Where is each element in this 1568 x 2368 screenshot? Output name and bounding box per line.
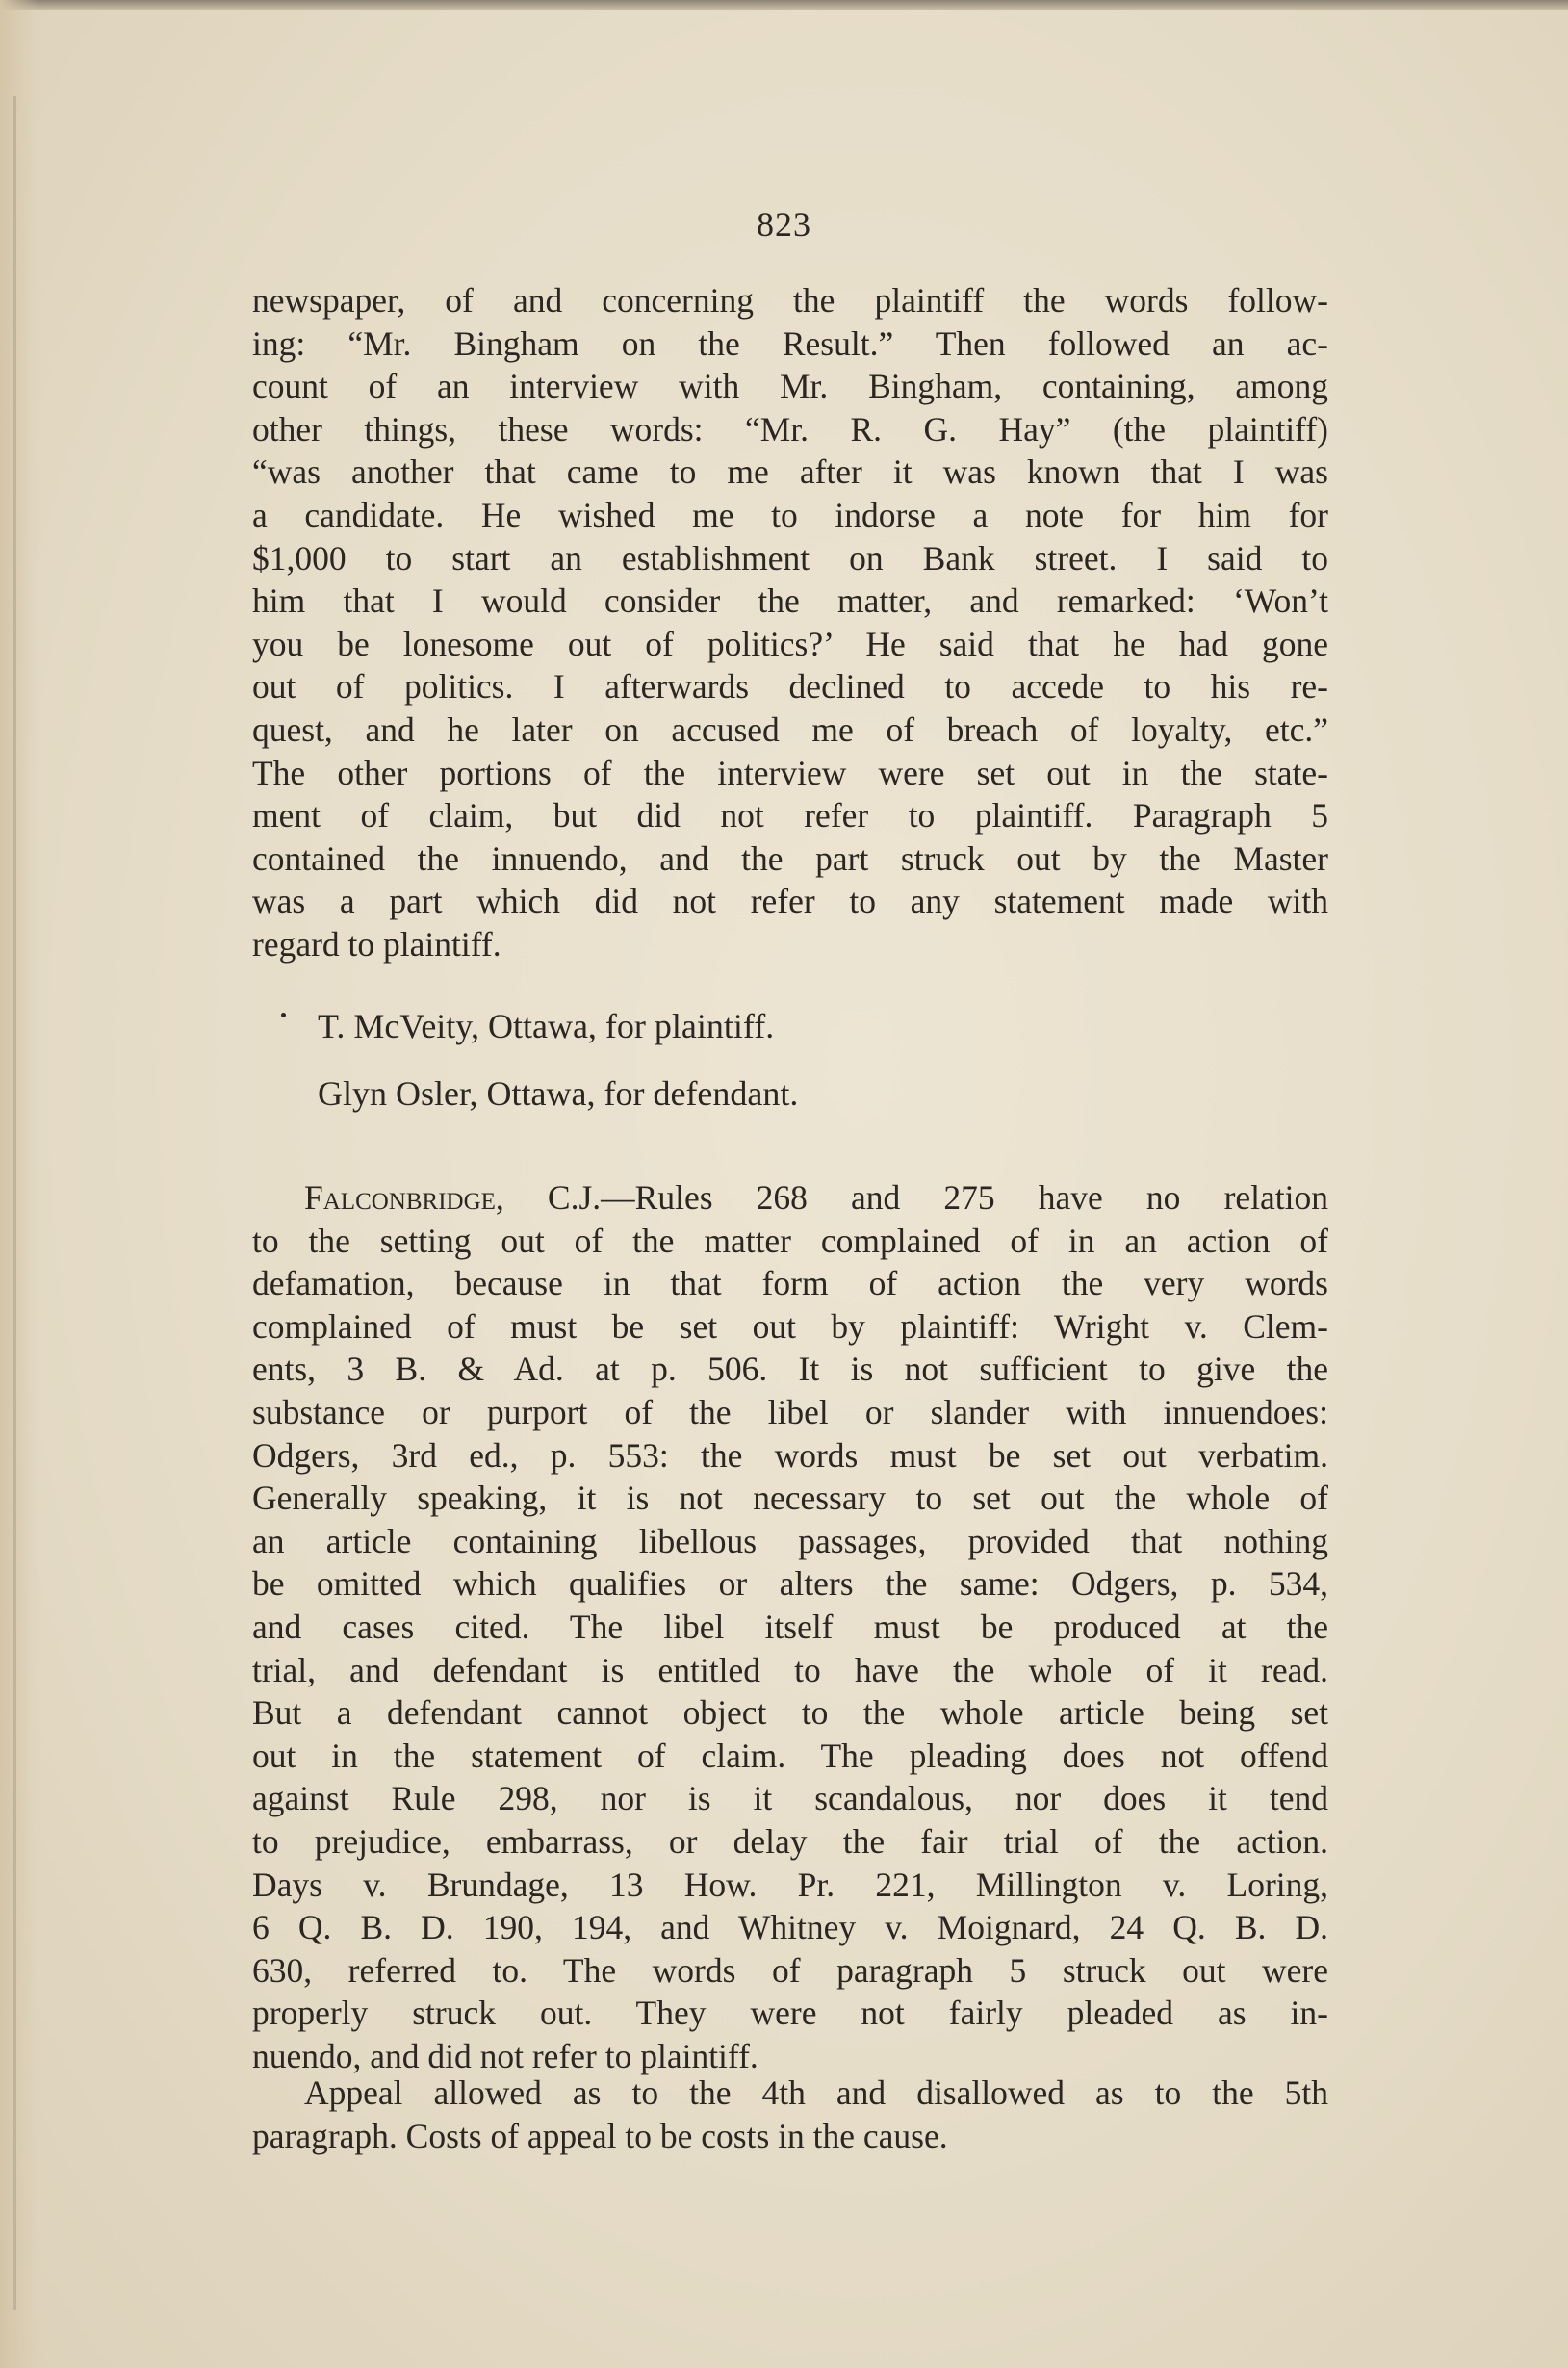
facts-line: was a part which did not refer to any statement made with	[252, 882, 1328, 921]
facts-line: quest, and he later on accused me of breach of loyalty, etc.”	[252, 709, 1328, 749]
disposition-line: paragraph. Costs of appeal to be costs in the cause.	[252, 2116, 948, 2155]
judgment-line: 630, referred to. The words of paragraph 5 struck out were	[252, 1950, 1328, 1990]
facts-line: other things, these words: “Mr. R. G. Hay” (the plaintiff)	[252, 409, 1328, 449]
judgment-first-line-text: —Rules 268 and 275 have no relation	[601, 1178, 1328, 1217]
disposition-line: Appeal allowed as to the 4th and disallowed as to the 5th	[304, 2073, 1328, 2112]
judgment-line: to prejudice, embarrass, or delay the fair trial of the action.	[252, 1821, 1328, 1861]
facts-line: newspaper, of and concerning the plaintiff the words follow-	[252, 281, 1328, 320]
judgment-line: trial, and defendant is entitled to have the whole of it read.	[252, 1650, 1328, 1689]
facts-line: $1,000 to start an establishment on Bank street. I said to	[252, 538, 1328, 578]
facts-line: you be lonesome out of politics?’ He said that he had gone	[252, 624, 1328, 663]
judgment-line: Days v. Brundage, 13 How. Pr. 221, Millington v. Loring,	[252, 1865, 1328, 1904]
judgment-line: and cases cited. The libel itself must be produced at the	[252, 1607, 1328, 1646]
page-top-edge	[0, 0, 1568, 10]
judgment-line: defamation, because in that form of action the very words	[252, 1264, 1328, 1303]
facts-line: ment of claim, but did not refer to plaintiff. Paragraph 5	[252, 796, 1328, 836]
judgment-line: complained of must be set out by plaintiff: Wright v. Clem-	[252, 1306, 1328, 1346]
judgment-paragraph	[252, 1176, 1328, 2077]
judgment-line: substance or purport of the libel or slander with innuendoes:	[252, 1392, 1328, 1431]
judgment-line: 6 Q. B. D. 190, 194, and Whitney v. Moignard, 24 Q. B. D.	[252, 1908, 1328, 1947]
judgment-line: But a defendant cannot object to the whole article being set	[252, 1693, 1328, 1733]
facts-line: count of an interview with Mr. Bingham, containing, among	[252, 367, 1328, 406]
judgment-line: to the setting out of the matter complained of in an action of	[252, 1221, 1328, 1260]
judgment-line: Generally speaking, it is not necessary to set out the whole of	[252, 1479, 1328, 1518]
facts-line: a candidate. He wished me to indorse a note for him for	[252, 495, 1328, 534]
judgment-first-line	[252, 1176, 1328, 1220]
facts-line: regard to plaintiff.	[252, 924, 501, 964]
facts-line: contained the innuendo, and the part struck out by the Master	[252, 838, 1328, 878]
facts-line: “was another that came to me after it was known that I was	[252, 452, 1328, 492]
judgment-line: an article containing libellous passages, provided that nothing	[252, 1521, 1328, 1560]
judge-name: Falconbridge, C.J.	[304, 1178, 602, 1217]
counsel-plaintiff: T. McVeity, Ottawa, for plaintiff.	[318, 1007, 775, 1045]
facts-line: out of politics. I afterwards declined to accede to his re-	[252, 667, 1328, 707]
facts-line: him that I would consider the matter, and remarked: ‘Won’t	[252, 581, 1328, 621]
judgment-line: Odgers, 3rd ed., p. 553: the words must be set out verbatim.	[252, 1435, 1328, 1475]
judgment-line: nuendo, and did not refer to plaintiff.	[252, 2036, 758, 2075]
page-number: 823	[757, 205, 811, 244]
margin-mark	[281, 1013, 286, 1017]
judgment-line: against Rule 298, nor is it scandalous, nor does it tend	[252, 1779, 1328, 1818]
case-facts-paragraph	[252, 279, 1328, 966]
page-gutter-line	[13, 96, 16, 2310]
judgment-line: out in the statement of claim. The pleading does not offend	[252, 1736, 1328, 1775]
judgment-line: properly struck out. They were not fairly pleaded as in-	[252, 1994, 1328, 2033]
facts-line: ing: “Mr. Bingham on the Result.” Then followed an ac-	[252, 323, 1328, 363]
disposition-paragraph	[252, 2072, 1328, 2157]
judgment-line: be omitted which qualifies or alters the same: Odgers, p. 534,	[252, 1564, 1328, 1604]
judgment-line: ents, 3 B. & Ad. at p. 506. It is not sufficient to give the	[252, 1350, 1328, 1389]
facts-line: The other portions of the interview were set out in the state-	[252, 753, 1328, 792]
page-gutter-shadow	[0, 0, 39, 2368]
counsel-defendant: Glyn Osler, Ottawa, for defendant.	[318, 1074, 799, 1113]
